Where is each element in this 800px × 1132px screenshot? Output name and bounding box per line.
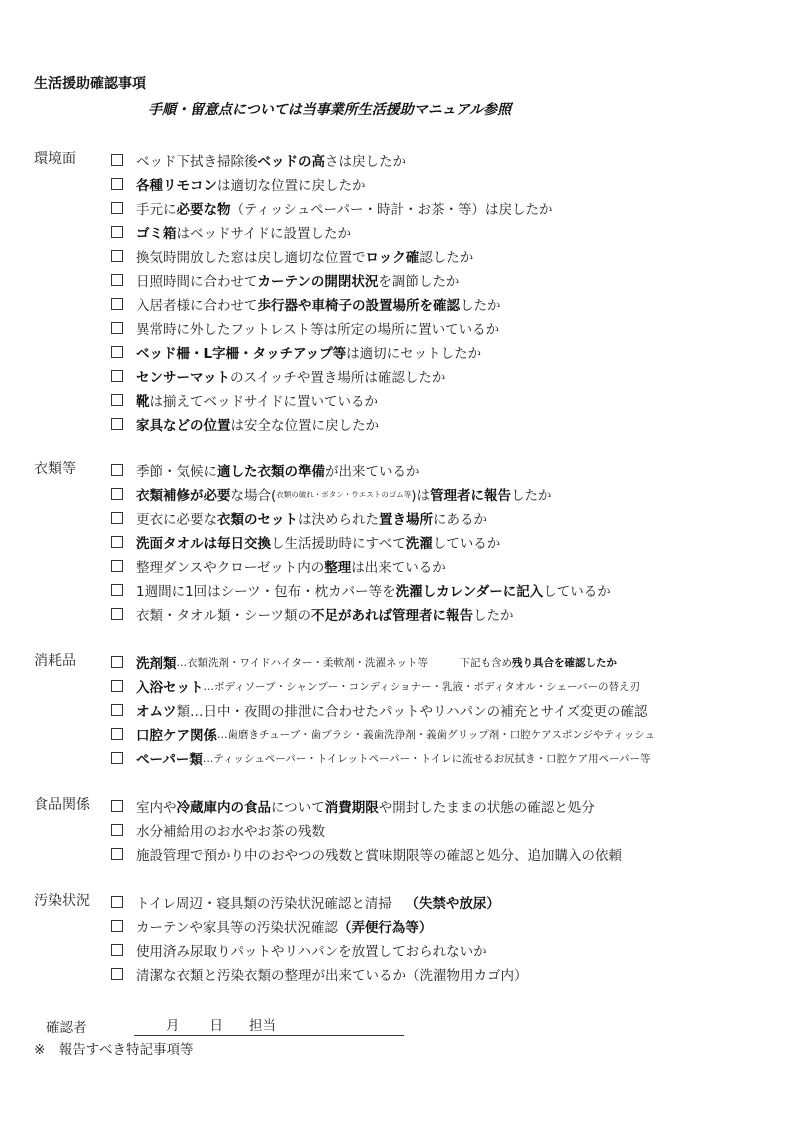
item-text: （弄便行為等）: [337, 920, 433, 936]
item-text: 置き場所: [379, 512, 433, 528]
item-text: （ティッシュペーパー・時計・お茶・等）は戻したか: [230, 202, 553, 218]
checkbox[interactable]: [111, 488, 123, 500]
checklist-items: [111, 148, 552, 436]
item-text: 靴: [136, 394, 150, 410]
item-text: 衣類のセット: [217, 512, 298, 528]
checklist-item: [111, 482, 611, 506]
checkbox[interactable]: [111, 656, 123, 668]
item-text: 衣類補修が必要: [136, 488, 231, 504]
checklist-item: [111, 292, 552, 316]
item-text: したか: [511, 488, 552, 504]
checklist-item: [111, 578, 611, 602]
item-text: 季節・気候に: [136, 464, 217, 480]
checklist-item: [111, 842, 622, 866]
checklist-item: [111, 650, 655, 674]
checklist-item: [111, 746, 655, 770]
checkbox[interactable]: [111, 944, 123, 956]
item-text: は適切な位置に戻したか: [217, 178, 366, 194]
item-text: …衣類洗剤・ワイドハイター・柔軟剤・洗濯ネット等: [176, 656, 428, 669]
checklist-item: [111, 722, 655, 746]
checklist-item: [111, 962, 528, 986]
checkbox[interactable]: [111, 418, 123, 430]
item-text: ペーパー類: [136, 752, 203, 768]
item-text: は適切にセットしたか: [346, 346, 482, 362]
item-text: オムツ: [136, 704, 177, 720]
item-text: 口腔ケア関係: [136, 728, 217, 744]
item-text: さは戻したか: [325, 154, 406, 170]
checkbox[interactable]: [111, 704, 123, 716]
checkbox[interactable]: [111, 536, 123, 548]
item-text: …ティッシュペーパー・トイレットペーパー・トイレに流せるお尻拭き・口腔ケア用ペーパー等: [202, 752, 651, 765]
checkbox[interactable]: [111, 968, 123, 980]
item-text: センサーマット: [136, 370, 230, 386]
item-text: ベッド柵・L字柵・タッチアップ等: [136, 346, 347, 362]
section-label: 衣類等: [34, 461, 76, 477]
checkbox[interactable]: [111, 226, 123, 238]
checklist-item: [111, 506, 611, 530]
checkbox[interactable]: [111, 848, 123, 860]
item-text: …ボディソープ・シャンプー・コンディショナー・乳液・ボディタオル・シェーバーの替え刃: [203, 680, 640, 693]
item-text: )は: [411, 488, 431, 504]
checklist-item: [111, 316, 552, 340]
item-text: が出来ているか: [325, 464, 420, 480]
item-text: 衣類の破れ・ボタン・ウエストのゴム等: [276, 489, 412, 499]
checklist-item: [111, 698, 655, 722]
item-text: ゴミ箱: [136, 226, 177, 242]
item-text: しているか: [432, 536, 501, 552]
item-text: について: [271, 800, 325, 816]
checklist-items: [111, 458, 611, 626]
checklist-item: [111, 674, 655, 698]
checklist-item: [111, 938, 528, 962]
checklist-item: [111, 172, 552, 196]
item-text: 不足があれば管理者に報告: [310, 608, 473, 624]
checkbox[interactable]: [111, 178, 123, 190]
item-text: ベッドの高: [257, 154, 325, 170]
checkbox[interactable]: [111, 560, 123, 572]
item-text: 消費期限: [324, 800, 379, 816]
item-text: ロック確: [365, 250, 420, 266]
checkbox[interactable]: [111, 464, 123, 476]
checkbox[interactable]: [111, 608, 123, 620]
item-text: カーテンや家具等の汚染状況確認: [136, 920, 338, 936]
item-text: 洗濯: [405, 536, 433, 552]
item-text: は揃えてベッドサイドに置いているか: [149, 394, 379, 410]
checkbox[interactable]: [111, 346, 123, 358]
item-text: 認したか: [419, 250, 474, 266]
checklist-items: [111, 794, 622, 866]
checkbox[interactable]: [111, 274, 123, 286]
checkbox[interactable]: [111, 370, 123, 382]
item-text: 冷蔵庫内の食品: [176, 800, 271, 816]
checkbox[interactable]: [111, 680, 123, 692]
item-text: カーテンの開閉状況: [257, 274, 379, 290]
section-label: 食品関係: [34, 797, 90, 813]
checklist-item: [111, 364, 552, 388]
checklist-item: [111, 794, 622, 818]
item-text: 換気時開放した窓は戻し適切な位置で: [136, 250, 366, 266]
month-label: 月: [166, 1018, 180, 1034]
item-text: 適した衣類の準備: [217, 464, 325, 480]
staff-label: 担当: [249, 1018, 276, 1034]
item-text: 各種リモコン: [136, 178, 217, 194]
item-text: 管理者に報告: [430, 488, 512, 504]
checklist-item: [111, 554, 611, 578]
checkbox[interactable]: [111, 800, 123, 812]
item-text: を調節したか: [378, 274, 460, 290]
item-text: ベッド下拭き掃除後: [136, 154, 258, 170]
checkbox[interactable]: [111, 824, 123, 836]
checkbox[interactable]: [111, 728, 123, 740]
checkbox[interactable]: [111, 202, 123, 214]
item-text: 1週間に1回はシーツ・包布・枕カバー等を: [136, 584, 396, 600]
checklist-item: [111, 388, 552, 412]
checklist-item: [111, 530, 611, 554]
item-text: 入居者様に合わせて: [136, 298, 258, 314]
item-text: 水分補給用のお水やお茶の残数: [136, 824, 325, 840]
item-text: 衣類・タオル類・シーツ類の: [136, 608, 311, 624]
item-text: 下記も含め: [427, 656, 512, 669]
item-text: 整理: [324, 560, 352, 576]
item-text: 家具などの位置: [136, 418, 231, 434]
item-text: のスイッチや置き場所は確認したか: [229, 370, 446, 386]
checkbox[interactable]: [111, 154, 123, 166]
item-text: 清潔な衣類と汚染衣類の整理が出来ているか（洗濯物用カゴ内）: [136, 968, 528, 984]
item-text: 使用済み尿取りパットやリハパンを放置しておられないか: [136, 944, 487, 960]
confirmation-row: [46, 1014, 404, 1036]
checklist-item: [111, 818, 622, 842]
checklist-item: [111, 196, 552, 220]
item-text: 洗濯しカレンダーに記入: [395, 584, 544, 600]
section-label: 汚染状況: [34, 893, 90, 909]
checkbox[interactable]: [111, 512, 123, 524]
item-text: 室内や: [136, 800, 177, 816]
item-text: 洗剤類: [136, 656, 177, 672]
item-text: は出来ているか: [351, 560, 446, 576]
section-label: 消耗品: [34, 653, 76, 669]
checkbox[interactable]: [111, 322, 123, 334]
item-text: な場合(: [230, 488, 277, 504]
special-notes-label: ※ 報告すべき特記事項等: [34, 1042, 194, 1058]
date-signature-line[interactable]: [134, 1014, 404, 1036]
checklist-item: [111, 602, 611, 626]
item-text: 整理ダンスやクローゼット内の: [136, 560, 325, 576]
item-text: は決められた: [298, 512, 379, 528]
item-text: 必要な物: [176, 202, 231, 218]
checkbox[interactable]: [111, 298, 123, 310]
item-text: 異常時に外したフットレスト等は所定の場所に置いているか: [136, 322, 500, 338]
item-text: し生活援助時にすべて: [271, 536, 406, 552]
section-label: 環境面: [34, 151, 76, 167]
checkbox[interactable]: [111, 920, 123, 932]
item-text: トイレ周辺・寝具類の汚染状況確認と清掃: [136, 896, 406, 912]
checklist-item: [111, 148, 552, 172]
item-text: したか: [472, 608, 514, 624]
item-text: 歩行器や車椅子の設置場所を確認: [257, 298, 460, 314]
item-text: しているか: [543, 584, 611, 600]
checklist-item: [111, 890, 528, 914]
item-text: したか: [460, 298, 501, 314]
item-text: （失禁や放尿）: [405, 896, 500, 912]
item-text: 残り具合を確認したか: [511, 656, 617, 669]
checkbox[interactable]: [111, 752, 123, 764]
item-text: はベッドサイドに設置したか: [176, 226, 352, 242]
checkbox[interactable]: [111, 896, 123, 908]
day-label: 日: [209, 1018, 223, 1034]
item-text: 洗面タオルは毎日交換: [136, 536, 271, 552]
checkbox[interactable]: [111, 394, 123, 406]
checklist-item: [111, 340, 552, 364]
item-text: 更衣に必要な: [136, 512, 217, 528]
confirmer-label: 確認者: [46, 1020, 87, 1036]
checkbox[interactable]: [111, 584, 123, 596]
item-text: 入浴セット: [136, 680, 204, 696]
item-text: 類…日中・夜間の排泄に合わせたパットやリハパンの補充とサイズ変更の確認: [176, 704, 648, 720]
checkbox[interactable]: [111, 250, 123, 262]
item-text: 手元に: [136, 202, 177, 218]
checklist-items: [111, 650, 655, 770]
item-text: 施設管理で預かり中のおやつの残数と賞味期限等の確認と処分、追加購入の依頼: [136, 848, 622, 864]
checklist-item: [111, 244, 552, 268]
checklist-items: [111, 890, 528, 986]
checklist-item: [111, 268, 552, 292]
checklist-item: [111, 412, 552, 436]
item-text: 日照時間に合わせて: [136, 274, 258, 290]
item-text: や開封したままの状態の確認と処分: [378, 800, 595, 816]
document-subtitle: 手順・留意点については当事業所生活援助マニュアル参照: [148, 102, 512, 118]
item-text: にあるか: [433, 512, 487, 528]
checklist-item: [111, 220, 552, 244]
item-text: …歯磨きチューブ・歯ブラシ・義歯洗浄剤・義歯グリップ剤・口腔ケアスポンジやティッシュ: [217, 728, 656, 741]
checklist-item: [111, 914, 528, 938]
document-title: 生活援助確認事項: [34, 76, 146, 92]
checklist-item: [111, 458, 611, 482]
item-text: は安全な位置に戻したか: [230, 418, 379, 434]
